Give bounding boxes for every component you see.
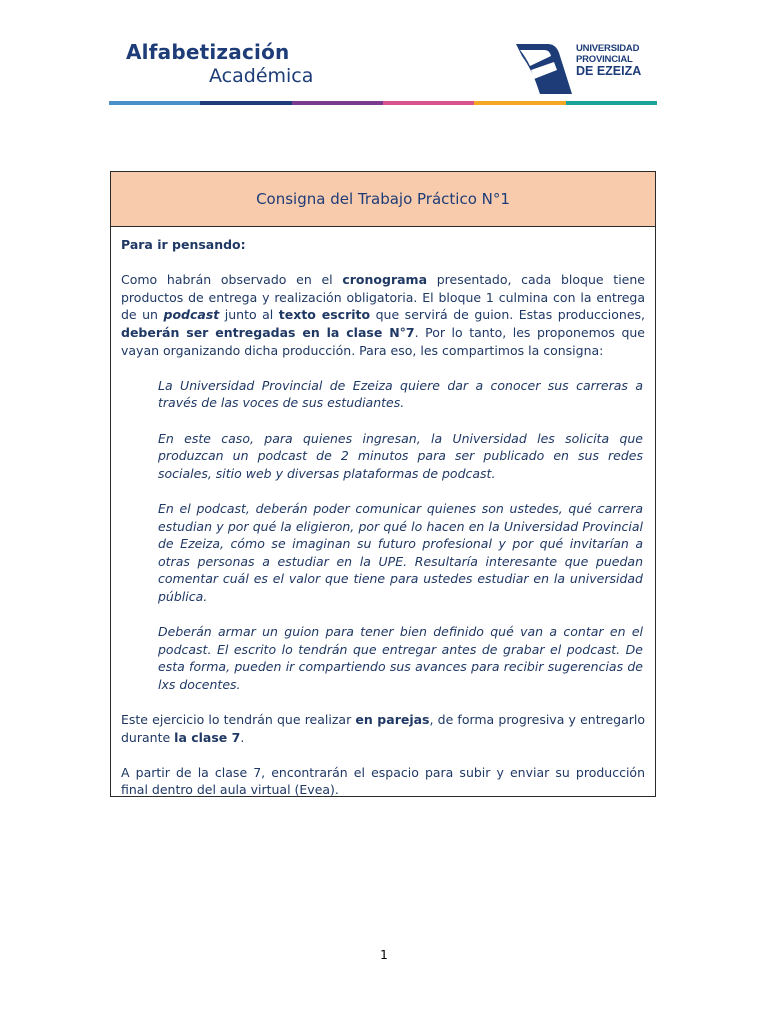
upload-paragraph: A partir de la clase 7, encontrarán el espacio para subir y enviar su producción final dentro del aula virtual (Evea). <box>121 764 645 798</box>
color-bar-segment <box>474 101 565 105</box>
color-bar-segment <box>383 101 474 105</box>
intro-text-i: . Por lo tanto, les proponemos que vayan organizando dicha producción. Para eso, les compartimos la consigna: <box>121 324 645 358</box>
quote-paragraph-3: En el podcast, deberán poder comunicar quienes son ustedes, qué carrera estudian y por qué la eligieron, por qué lo hacen en la Universidad Provincial de Ezeiza, cómo se imaginan su futuro profesional y por qué invitarían a otras personas a estudiar en la UPE. Resultaría interesante que puedan comentar cuál es el valor que tiene para ustedes estudiar en la universidad pública. <box>158 500 643 604</box>
intro-bold-podcast: podcast <box>163 307 220 323</box>
intro-text-a: Como habrán observado en el <box>121 272 343 288</box>
pairs-paragraph <box>121 711 645 746</box>
intro-bold-texto-escrito: texto escrito <box>278 307 371 323</box>
color-bar-segment <box>292 101 383 105</box>
university-logo-icon <box>514 42 574 98</box>
pairs-text-a: Este ejercicio lo tendrán que realizar <box>121 712 356 728</box>
intro-text-g: que servirá de guion. Estas producciones, <box>370 307 645 323</box>
assignment-box-header <box>111 172 655 227</box>
assignment-box <box>110 171 656 797</box>
pairs-bold-clase: la clase 7 <box>174 729 241 745</box>
color-bar-segment <box>566 101 657 105</box>
assignment-box-body <box>111 227 655 799</box>
intro-bold-entrega: deberán ser entregadas en la clase N°7 <box>121 324 415 340</box>
logo-text-line2: PROVINCIAL <box>576 53 633 65</box>
logo-text-line3: DE EZEIZA <box>576 64 642 78</box>
quote-paragraph-4: Deberán armar un guion para tener bien definido qué van a contar en el podcast. El escrito lo tendrán que entregar antes de grabar el podcast. De esta forma, pueden ir compartiendo sus avances para recibir sugerencias de lxs docentes. <box>158 624 643 692</box>
page-number: 1 <box>380 948 388 962</box>
header-title-line2: Académica <box>209 65 314 87</box>
color-bar-segment <box>109 101 200 105</box>
intro-text-e: junto al <box>219 307 279 323</box>
intro-text-c: presentado, cada bloque tiene productos de entrega y realización obligatoria. El bloque 1 culmina con la entrega de un <box>121 272 645 323</box>
intro-bold-cronograma: cronograma <box>342 272 427 288</box>
pairs-text-c: , de forma progresiva y entregarlo durante <box>121 712 646 745</box>
quote-paragraph-1: La Universidad Provincial de Ezeiza quiere dar a conocer sus carreras a través de las voces de sus estudiantes. <box>158 377 643 411</box>
assignment-heading: Consigna del Trabajo Práctico N°1 <box>256 190 510 208</box>
lead-label <box>121 236 645 254</box>
university-logo-text <box>576 44 641 78</box>
color-bar-segment <box>200 101 291 105</box>
logo-text-line1: UNIVERSIDAD <box>576 43 640 54</box>
quote-paragraph-2: En este caso, para quienes ingresan, la Universidad les solicita que produzcan un podcast de 2 minutos para ser publicado en sus redes sociales, sitio web y diversas plataformas de podcast. <box>158 430 643 481</box>
university-logo <box>514 40 660 98</box>
header-title-line1: Alfabetización <box>126 40 290 64</box>
lead-label-text: Para ir pensando: <box>121 237 246 252</box>
header-title <box>126 42 313 86</box>
pairs-bold-parejas: en parejas <box>355 712 430 728</box>
pairs-text-e: . <box>240 729 245 745</box>
header-color-bar <box>109 101 657 105</box>
intro-paragraph <box>121 271 645 359</box>
